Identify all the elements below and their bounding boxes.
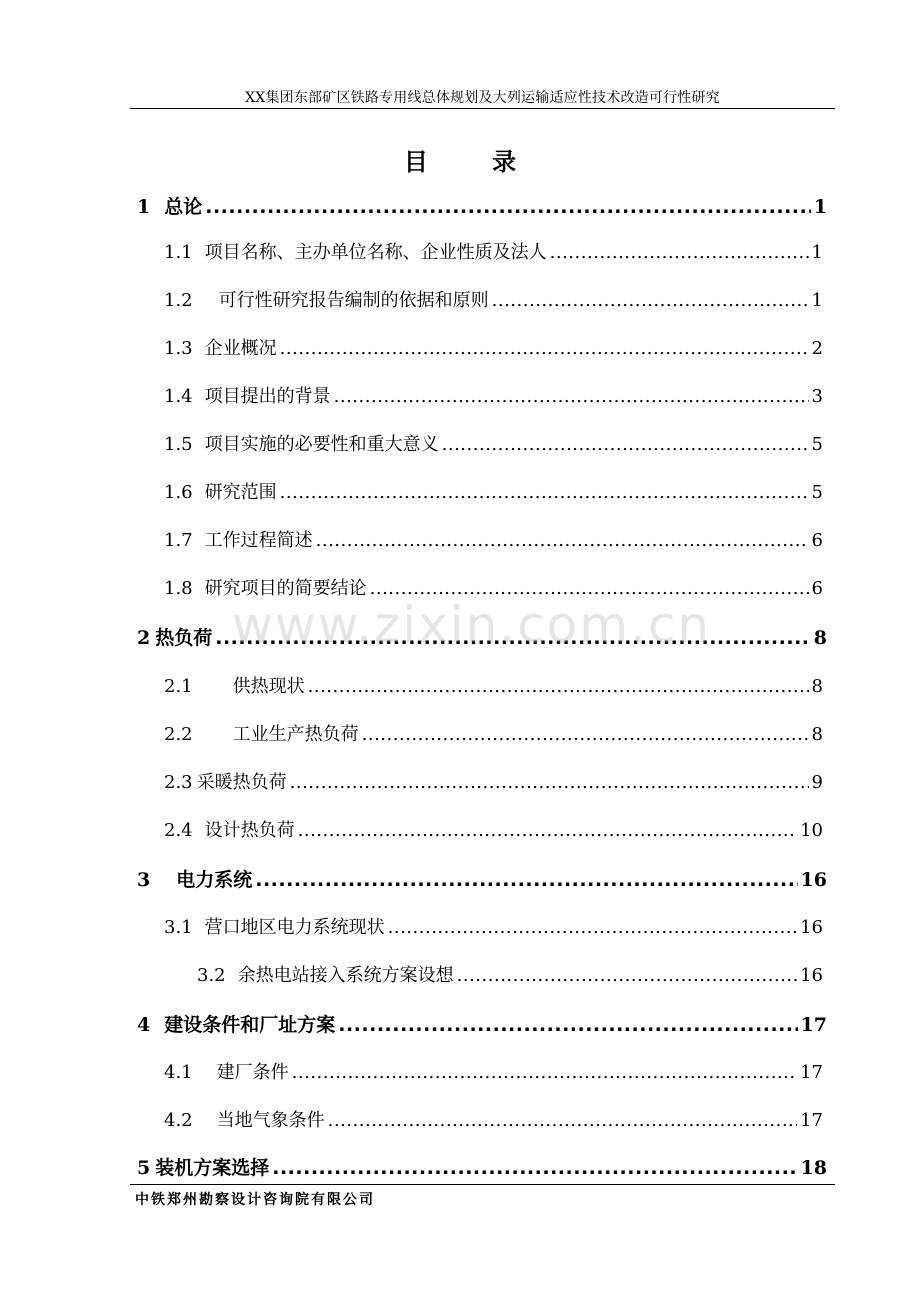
toc-entry-number: 1.1 xyxy=(164,242,193,263)
toc-entry-text: 余热电站接入系统方案设想 xyxy=(237,965,454,986)
toc-leader-dots xyxy=(388,914,797,942)
toc-entry-number: 2.1 xyxy=(164,676,193,697)
toc-entry-text: 项目名称、主办单位名称、企业性质及法人 xyxy=(204,242,547,263)
toc-entry-text: 当地气象条件 xyxy=(216,1110,325,1131)
toc-entry-page: 16 xyxy=(800,965,823,986)
toc-entry-1-5[interactable] xyxy=(164,431,823,459)
toc-entry-number: 1 xyxy=(137,196,151,218)
toc-entry-number: 2.2 xyxy=(164,724,193,745)
toc-entry-text: 研究项目的简要结论 xyxy=(204,578,367,599)
toc-entry-2-2[interactable] xyxy=(164,721,823,749)
toc-entry-number: 1.8 xyxy=(164,578,193,599)
toc-entry-page: 18 xyxy=(800,1157,827,1179)
toc-entry-page: 9 xyxy=(811,772,823,793)
toc-entry-text: 电力系统 xyxy=(176,869,253,891)
toc-entry-number: 2.3 xyxy=(164,772,193,793)
toc-entry-page: 16 xyxy=(800,869,827,891)
toc-leader-dots xyxy=(370,575,809,603)
toc-leader-dots xyxy=(280,479,809,507)
toc-entry-1-2[interactable] xyxy=(164,287,823,315)
toc-entry-number: 3 xyxy=(137,869,151,891)
toc-entry-number: 3.2 xyxy=(197,965,226,986)
toc-entry-page: 8 xyxy=(811,676,823,697)
toc-entry-page: 8 xyxy=(811,724,823,745)
toc-entry-page: 2 xyxy=(811,338,823,359)
toc-entry-page: 5 xyxy=(811,482,823,503)
toc-entry-2-3[interactable] xyxy=(164,769,823,797)
toc-entry-3-1[interactable] xyxy=(164,914,823,942)
toc-entry-text: 营口地区电力系统现状 xyxy=(204,917,385,938)
toc-entry-number: 2.4 xyxy=(164,820,193,841)
toc-entry-2-1[interactable] xyxy=(164,673,823,701)
toc-leader-dots xyxy=(442,431,809,459)
toc-entry-text: 项目实施的必要性和重大意义 xyxy=(204,434,439,455)
toc-entry-number: 5 xyxy=(137,1157,151,1179)
toc-entry-number: 1.3 xyxy=(164,338,193,359)
toc-entry-text: 建设条件和厂址方案 xyxy=(164,1014,336,1036)
toc-entry-1-4[interactable] xyxy=(164,383,823,411)
toc-leader-dots xyxy=(362,721,809,749)
toc-entry-text: 总论 xyxy=(164,196,203,218)
toc-entry-page: 1 xyxy=(811,290,823,311)
toc-entry-page: 17 xyxy=(800,1014,827,1036)
toc-entry-2-4[interactable] xyxy=(164,817,823,845)
toc-entry-page: 16 xyxy=(800,917,823,938)
toc-entry-number: 1.4 xyxy=(164,386,193,407)
toc-entry-3-2[interactable] xyxy=(197,962,823,990)
toc-leader-dots xyxy=(290,769,809,797)
toc-leader-dots xyxy=(328,1107,797,1135)
toc-leader-dots xyxy=(308,673,809,701)
toc-title: 目 录 xyxy=(403,148,545,176)
running-header: XX集团东部矿区铁路专用线总体规划及大列运输适应性技术改造可行性研究 xyxy=(245,90,720,106)
toc-entry-4[interactable] xyxy=(137,1011,827,1039)
toc-entry-4-2[interactable] xyxy=(164,1107,823,1135)
toc-leader-dots xyxy=(338,1011,797,1039)
toc-entry-text: 建厂条件 xyxy=(216,1062,289,1083)
watermark: www.zixin.com.cn xyxy=(232,596,712,654)
toc-entry-page: 6 xyxy=(811,578,823,599)
toc-entry-text: 供热现状 xyxy=(232,676,305,697)
toc-leader-dots xyxy=(272,1154,797,1182)
toc-entry-1-7[interactable] xyxy=(164,527,823,555)
toc-entry-number: 2 xyxy=(137,627,151,649)
toc-entry-text: 研究范围 xyxy=(204,482,277,503)
toc-entry-text: 装机方案选择 xyxy=(155,1157,270,1179)
toc-entry-number: 1.6 xyxy=(164,482,193,503)
toc-leader-dots xyxy=(550,239,809,267)
toc-leader-dots xyxy=(492,287,809,315)
toc-entry-number: 4 xyxy=(137,1014,151,1036)
toc-entry-1[interactable] xyxy=(137,193,827,221)
toc-entry-text: 工作过程简述 xyxy=(204,530,313,551)
toc-entry-page: 3 xyxy=(811,386,823,407)
toc-entry-number: 3.1 xyxy=(164,917,193,938)
toc-entry-3[interactable] xyxy=(137,866,827,894)
toc-entry-1-3[interactable] xyxy=(164,335,823,363)
toc-entry-number: 4.1 xyxy=(164,1062,193,1083)
toc-entry-text: 工业生产热负荷 xyxy=(232,724,359,745)
toc-leader-dots xyxy=(298,817,797,845)
toc-entry-number: 1.5 xyxy=(164,434,193,455)
toc-entry-page: 1 xyxy=(813,196,827,218)
toc-entry-1-8[interactable] xyxy=(164,575,823,603)
toc-entry-number: 1.7 xyxy=(164,530,193,551)
toc-entry-text: 可行性研究报告编制的依据和原则 xyxy=(218,290,489,311)
header-divider xyxy=(130,108,835,109)
toc-entry-4-1[interactable] xyxy=(164,1059,823,1087)
toc-leader-dots xyxy=(292,1059,797,1087)
toc-entry-page: 5 xyxy=(811,434,823,455)
toc-entry-number: 4.2 xyxy=(164,1110,193,1131)
toc-entry-1-1[interactable] xyxy=(164,239,823,267)
toc-entry-page: 1 xyxy=(811,242,823,263)
toc-entry-text: 项目提出的背景 xyxy=(204,386,331,407)
footer-company-name: 中铁郑州勘察设计咨询院有限公司 xyxy=(135,1192,375,1208)
toc-entry-page: 17 xyxy=(800,1110,823,1131)
toc-entry-1-6[interactable] xyxy=(164,479,823,507)
toc-entry-text: 设计热负荷 xyxy=(204,820,295,841)
toc-leader-dots xyxy=(205,193,811,221)
toc-leader-dots xyxy=(215,624,811,652)
toc-leader-dots xyxy=(280,335,809,363)
toc-leader-dots xyxy=(316,527,809,555)
toc-leader-dots xyxy=(334,383,809,411)
toc-entry-page: 10 xyxy=(800,820,823,841)
toc-entry-page: 8 xyxy=(813,627,827,649)
toc-entry-text: 企业概况 xyxy=(204,338,277,359)
footer-divider xyxy=(130,1184,835,1185)
toc-entry-text: 热负荷 xyxy=(155,627,213,649)
toc-leader-dots xyxy=(255,866,797,894)
toc-entry-page: 17 xyxy=(800,1062,823,1083)
toc-entry-number: 1.2 xyxy=(164,290,193,311)
toc-entry-page: 6 xyxy=(811,530,823,551)
toc-entry-text: 采暖热负荷 xyxy=(196,772,287,793)
toc-entry-5[interactable] xyxy=(137,1154,827,1182)
toc-leader-dots xyxy=(457,962,797,990)
toc-entry-2[interactable] xyxy=(137,624,827,652)
